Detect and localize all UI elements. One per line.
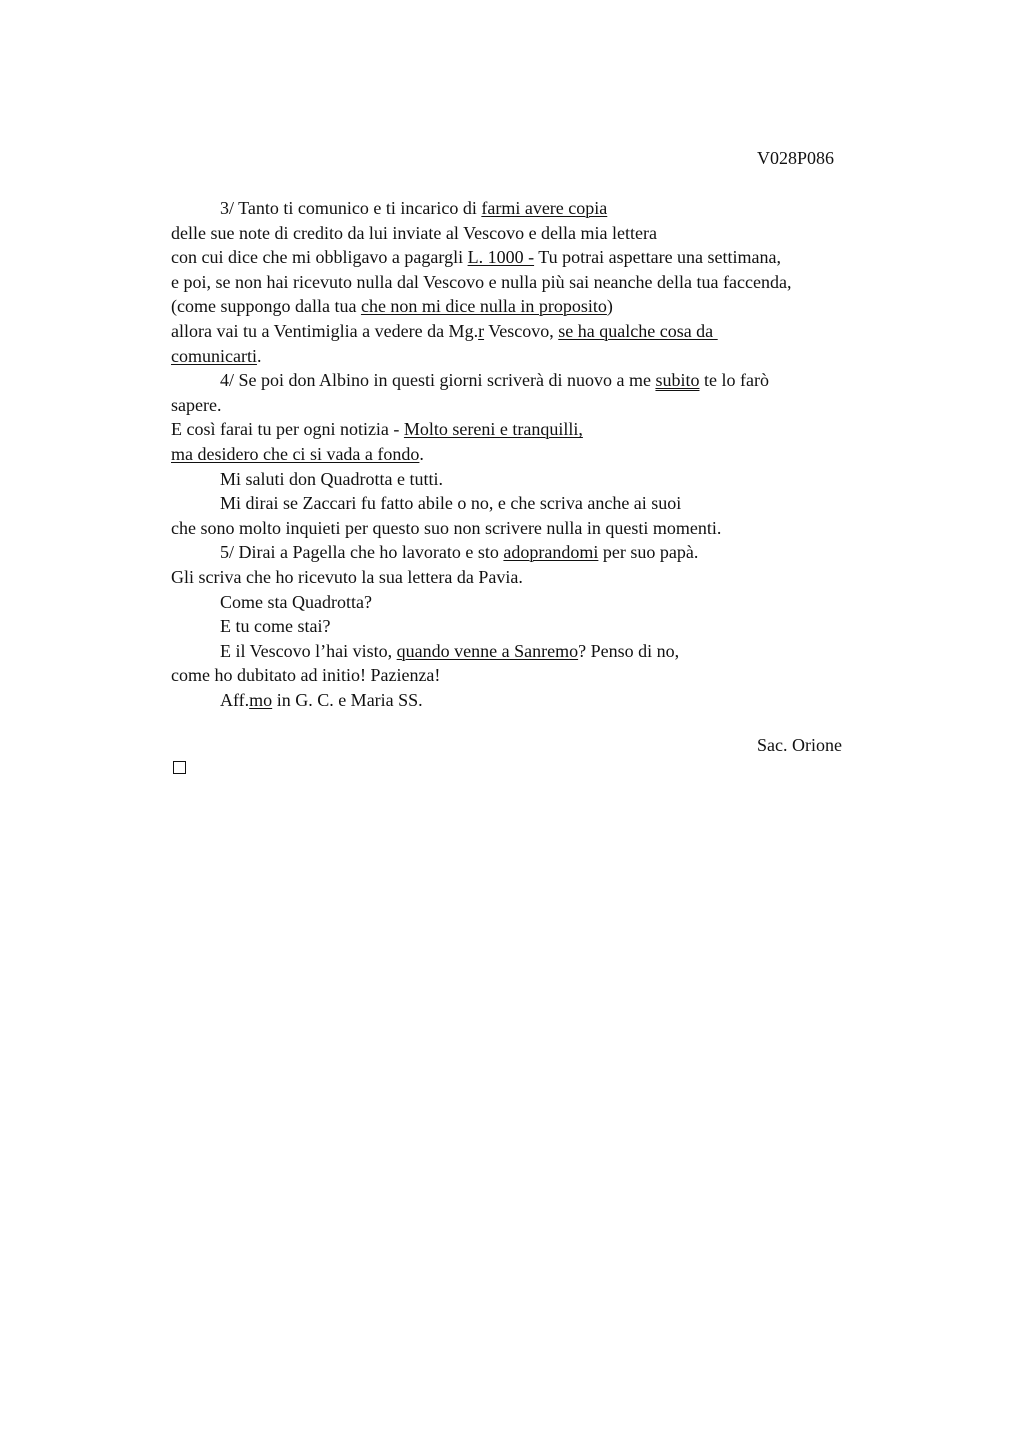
- letter-line: 5/ Dirai a Pagella che ho lavorato e sto adoprandomi per suo papà.: [220, 542, 699, 563]
- letter-line: E il Vescovo l’hai visto, quando venne a Sanremo? Penso di no,: [220, 640, 680, 661]
- page-id: V028P086: [757, 148, 835, 168]
- closing-line: Aff.mo in G. C. e Maria SS.: [220, 689, 423, 710]
- letter-line: e poi, se non hai ricevuto nulla dal Vescovo e nulla più sai neanche della tua faccenda,: [171, 271, 792, 292]
- letter-line: con cui dice che mi obbligavo a pagargli L. 1000 - Tu potrai aspettare una settimana,: [171, 247, 782, 268]
- letter-line: Come sta Quadrotta?: [220, 591, 372, 612]
- letter-line: Mi dirai se Zaccari fu fatto abile o no, e che scriva anche ai suoi: [220, 493, 682, 514]
- letter-line: 3/ Tanto ti comunico e ti incarico di farmi avere copia: [220, 198, 608, 218]
- letter-line: come ho dubitato ad initio! Pazienza!: [171, 665, 441, 686]
- letter-line: E tu come stai?: [220, 616, 331, 637]
- letter-line: allora vai tu a Ventimiglia a vedere da Mg.r Vescovo, se ha qualche cosa da: [171, 320, 718, 341]
- letter-line: Mi saluti don Quadrotta e tutti.: [220, 468, 443, 489]
- letter-line: che sono molto inquieti per questo suo non scrivere nulla in questi momenti.: [171, 517, 722, 538]
- letter-line: ma desidero che ci si vada a fondo.: [171, 443, 424, 464]
- letter-line: comunicarti.: [171, 345, 262, 366]
- letter-line: delle sue note di credito da lui inviate al Vescovo e della mia lettera: [171, 222, 657, 243]
- letter-line: 4/ Se poi don Albino in questi giorni scriverà di nuovo a me subito te lo farò: [220, 370, 769, 391]
- end-box-icon: [173, 761, 186, 774]
- signature: Sac. Orione: [757, 735, 842, 755]
- letter-line: sapere.: [171, 394, 222, 415]
- letter-line: Gli scriva che ho ricevuto la sua lettera da Pavia.: [171, 566, 523, 587]
- letter-body: [171, 196, 931, 712]
- letter-line: (come suppongo dalla tua che non mi dice nulla in proposito): [171, 296, 613, 317]
- letter-line: E così farai tu per ogni notizia - Molto sereni e tranquilli,: [171, 419, 583, 440]
